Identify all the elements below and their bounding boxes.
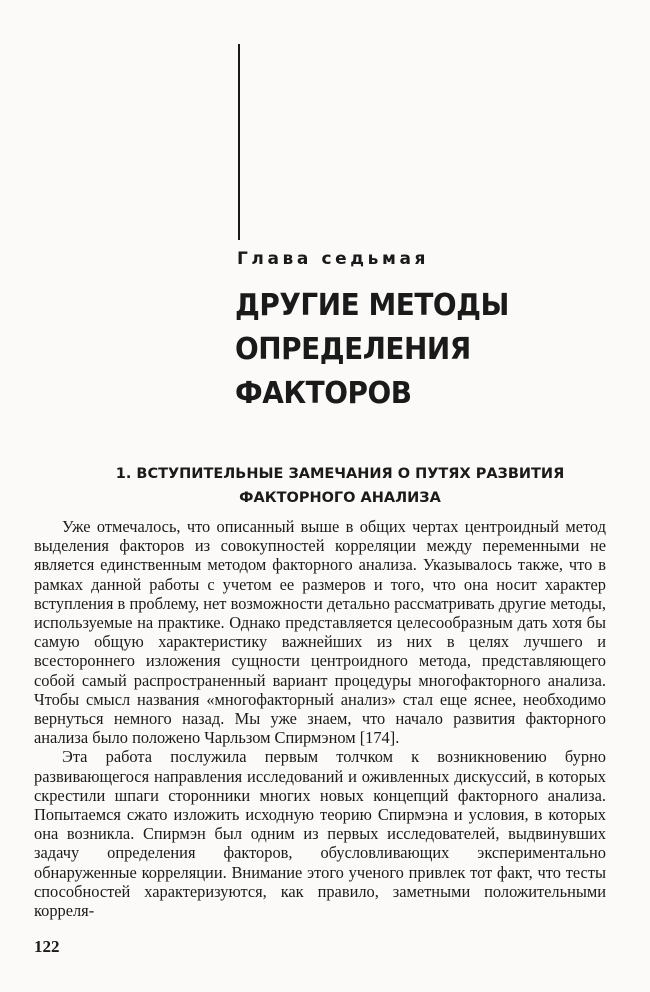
paragraph: Уже отмечалось, что описанный выше в общих чертах центроидный метод выделения факторов из совокупностей корреляции между переменными не является единственным методом факторного анализа. Указывалось также, что в рамках данной работы с учетом ее размеров и того, что она носит характер вступления в проблему, нет возможности детально рассматривать другие методы, используемые на практике. Однако представляется целесообразным дать хотя бы самую общую характеристику важнейших из них в целях лучшего и всестороннего изложения сущности центроидного метода, представляющего собой самый распространенный вариант процедуры многофакторного анализа. Чтобы смысл названия «многофакторный анализ» стал еще яснее, необходимо вернуться немного назад. Мы уже знаем, что начало развития факторного анализа было положено Чарльзом Спирмэном [174]. bbox=[34, 517, 606, 748]
chapter-rule bbox=[238, 44, 240, 240]
page-number: 122 bbox=[34, 937, 60, 956]
body-text bbox=[34, 517, 606, 920]
chapter-label: Глава седьмая bbox=[237, 249, 430, 269]
section-heading-line: 1. ВСТУПИТЕЛЬНЫЕ ЗАМЕЧАНИЯ О ПУТЯХ РАЗВИТИЯ bbox=[115, 466, 565, 482]
chapter-title-line: ДРУГИЕ МЕТОДЫ bbox=[235, 288, 510, 323]
chapter-title-line: ФАКТОРОВ bbox=[235, 376, 412, 411]
section-heading bbox=[70, 462, 610, 510]
paragraph: Эта работа послужила первым толчком к возникновению бурно развивающегося направления исследований и оживленных дискуссий, в которых скрестили шпаги сторонники многих новых концепций факторного анализа. Попытаемся сжато изложить исходную теорию Спирмэна и условия, в которых она возникла. Спирмэн был одним из первых исследователей, выдвинувших задачу определения факторов, обусловливающих экспериментально обнаруженные корреляции. Внимание этого ученого привлек тот факт, что тесты способностей характеризуются, как правило, заметными положительными корреля- bbox=[34, 747, 606, 921]
chapter-title-line: ОПРЕДЕЛЕНИЯ bbox=[235, 332, 471, 367]
section-heading-line: ФАКТОРНОГО АНАЛИЗА bbox=[239, 490, 441, 506]
chapter-title bbox=[235, 284, 509, 416]
